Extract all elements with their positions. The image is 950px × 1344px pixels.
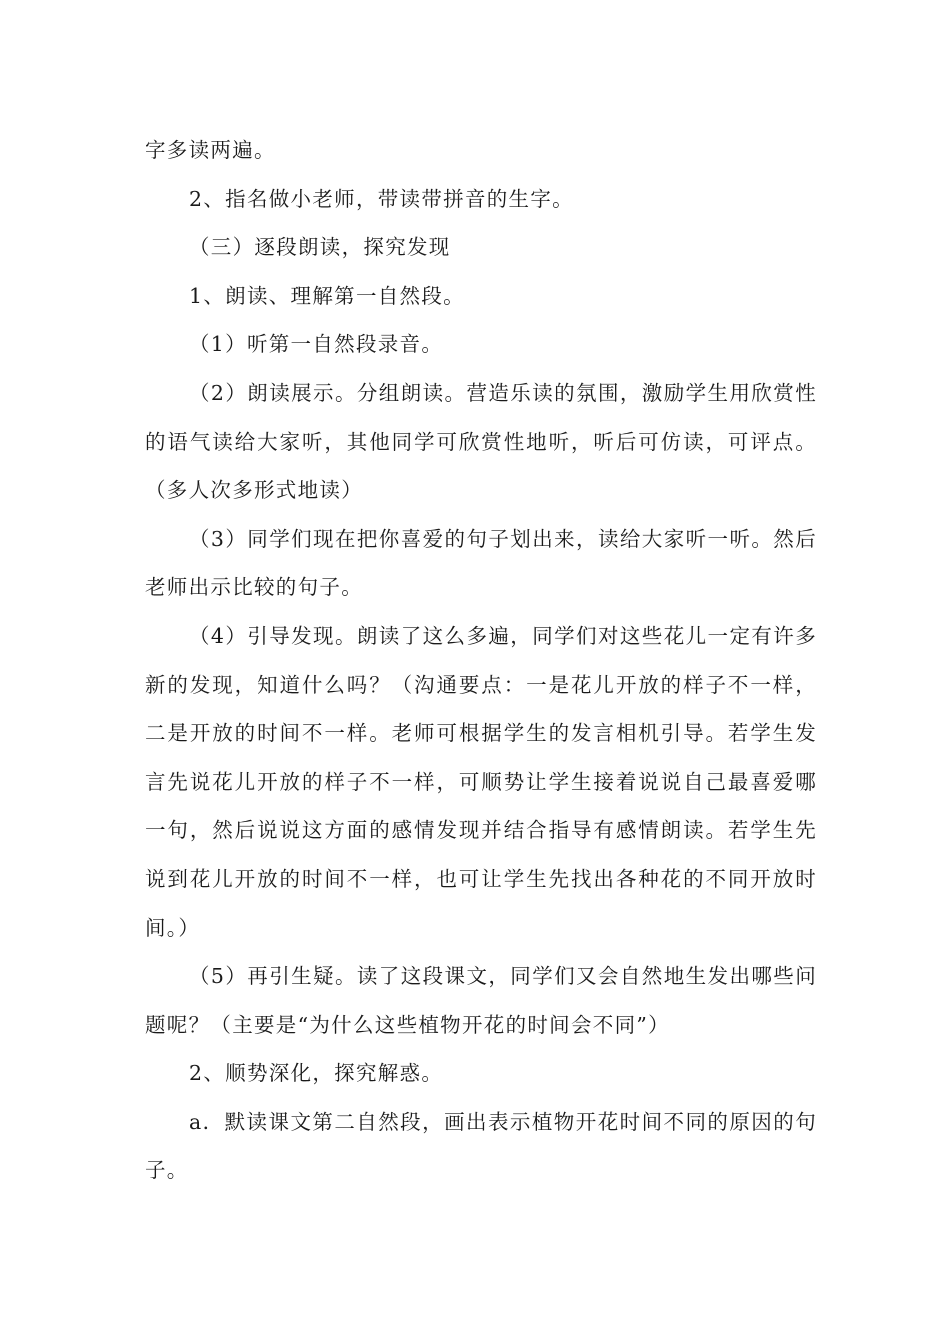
paragraph-item-3: （3）同学们现在把你喜爱的句子划出来，读给大家听一听。然后老师出示比较的句子。 [145, 526, 817, 600]
paragraph-item-a: a．默读课文第二自然段，画出表示植物开花时间不同的原因的句子。 [145, 1109, 817, 1183]
document-body [145, 126, 817, 1195]
paragraph-step-2b: 2、顺势深化，探究解惑。 [189, 1061, 444, 1086]
paragraph-step-1: 1、朗读、理解第一自然段。 [189, 283, 465, 308]
paragraph-item-2: （2）朗读展示。分组朗读。营造乐读的氛围，激励学生用欣赏性的语气读给大家听，其他同学可欣赏性地听，听后可仿读，可评点。（多人次多形式地读） [145, 380, 817, 503]
paragraph-item-1: （1）听第一自然段录音。 [189, 332, 444, 357]
section-heading-3: （三）逐段朗读，探究发现 [189, 235, 451, 260]
paragraph-step-2: 2、指名做小老师，带读带拼音的生字。 [189, 186, 574, 211]
paragraph-continuation: 字多读两遍。 [145, 138, 276, 162]
paragraph-item-5: （5）再引生疑。读了这段课文，同学们又会自然地生发出哪些问题呢？（主要是“为什么这些植物开花的时间会不同”） [145, 964, 817, 1037]
paragraph-item-4: （4）引导发现。朗读了这么多遍，同学们对这些花儿一定有许多新的发现，知道什么吗？（沟通要点：一是花儿开放的样子不一样，二是开放的时间不一样。老师可根据学生的发言相机引导。若学生发言先说花儿开放的样子不一样，可顺势让学生接着说说自己最喜爱哪一句，然后说说这方面的感情发现并结合指导有感情朗读。若学生先说到花儿开放的时间不一样，也可让学生先找出各种花的不同开放时间。） [145, 623, 817, 940]
